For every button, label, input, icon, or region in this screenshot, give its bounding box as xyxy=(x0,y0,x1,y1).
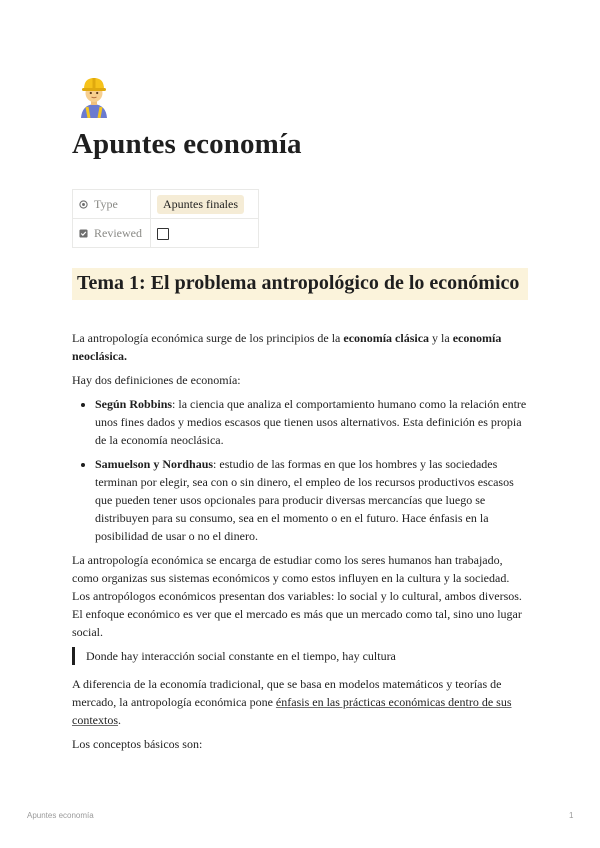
intro-text: y la xyxy=(429,331,453,345)
blockquote: Donde hay interacción social constante en el tiempo, hay cultura xyxy=(72,647,530,665)
property-value-reviewed[interactable] xyxy=(151,219,259,248)
underlined-emphasis: énfasis en las prácticas económicas dentro de sus contextos xyxy=(72,695,512,727)
property-key-reviewed xyxy=(73,219,151,248)
bold-term: economía neoclásica. xyxy=(72,331,502,363)
section-heading: Tema 1: El problema antropológico de lo económico xyxy=(72,268,528,300)
paragraph xyxy=(72,675,530,729)
intro-paragraph xyxy=(72,329,530,365)
document-body xyxy=(72,329,530,759)
definitions-list xyxy=(72,395,530,545)
paragraph-text: . xyxy=(118,713,121,727)
properties-table xyxy=(72,189,259,248)
footer-page-number: 1 xyxy=(569,811,574,820)
property-key-type xyxy=(73,190,151,219)
definition-text: : la ciencia que analiza el comportamiento humano como la relación entre unos fines dados y medios escasos que tienen usos alternativos. Esta definición es propia de la economía neoclásica. xyxy=(95,397,527,447)
property-key-label: Type xyxy=(94,196,118,211)
paragraph-text: A diferencia de la economía tradicional, que se basa en modelos matemáticos y teorías de mercado, la antropología económica pone xyxy=(72,677,502,709)
construction-worker-icon xyxy=(72,74,116,118)
definitions-intro: Hay dos definiciones de economía: xyxy=(72,373,241,387)
list-item xyxy=(95,395,530,449)
paragraph: La antropología económica se encarga de estudiar como los seres humanos han trabajado, como organizas sus sistemas económicos y como estos influyen en la cultura y la sociedad. Los antropólogos económicos presentan dos variables: lo social y lo cultural, ambos diversos. El enfoque económico es ver que el mercado es más que un mercado como tal, sino uno lugar social. xyxy=(72,553,522,639)
property-key-label: Reviewed xyxy=(94,225,142,240)
page-title: Apuntes economía xyxy=(72,128,302,160)
bold-term: economía clásica xyxy=(343,331,430,345)
definition-term: Según Robbins xyxy=(95,397,173,411)
property-row-type xyxy=(73,190,259,219)
footer-title: Apuntes economía xyxy=(27,811,94,820)
paragraph: Los conceptos básicos son: xyxy=(72,737,203,751)
definition-term: Samuelson y Nordhaus xyxy=(95,457,214,471)
checkbox-property-icon xyxy=(79,229,88,238)
select-icon xyxy=(79,200,88,209)
list-item xyxy=(95,455,530,545)
type-tag[interactable]: Apuntes finales xyxy=(157,195,244,214)
definition-text: : estudio de las formas en que los hombres y las sociedades terminan por elegir, sea con o sin dinero, el empleo de los recursos productivos escasos que pueden tener usos opcionales para producir diversas mercancías que luego se distribuyen para su consumo, sea en el momento o en el futuro. Hace énfasis en la posibilidad de usar o no el dinero. xyxy=(95,457,514,543)
property-row-reviewed xyxy=(73,219,259,248)
property-value-type[interactable] xyxy=(151,190,259,219)
intro-text: La antropología económica surge de los principios de la xyxy=(72,331,344,345)
reviewed-checkbox[interactable] xyxy=(157,228,169,240)
